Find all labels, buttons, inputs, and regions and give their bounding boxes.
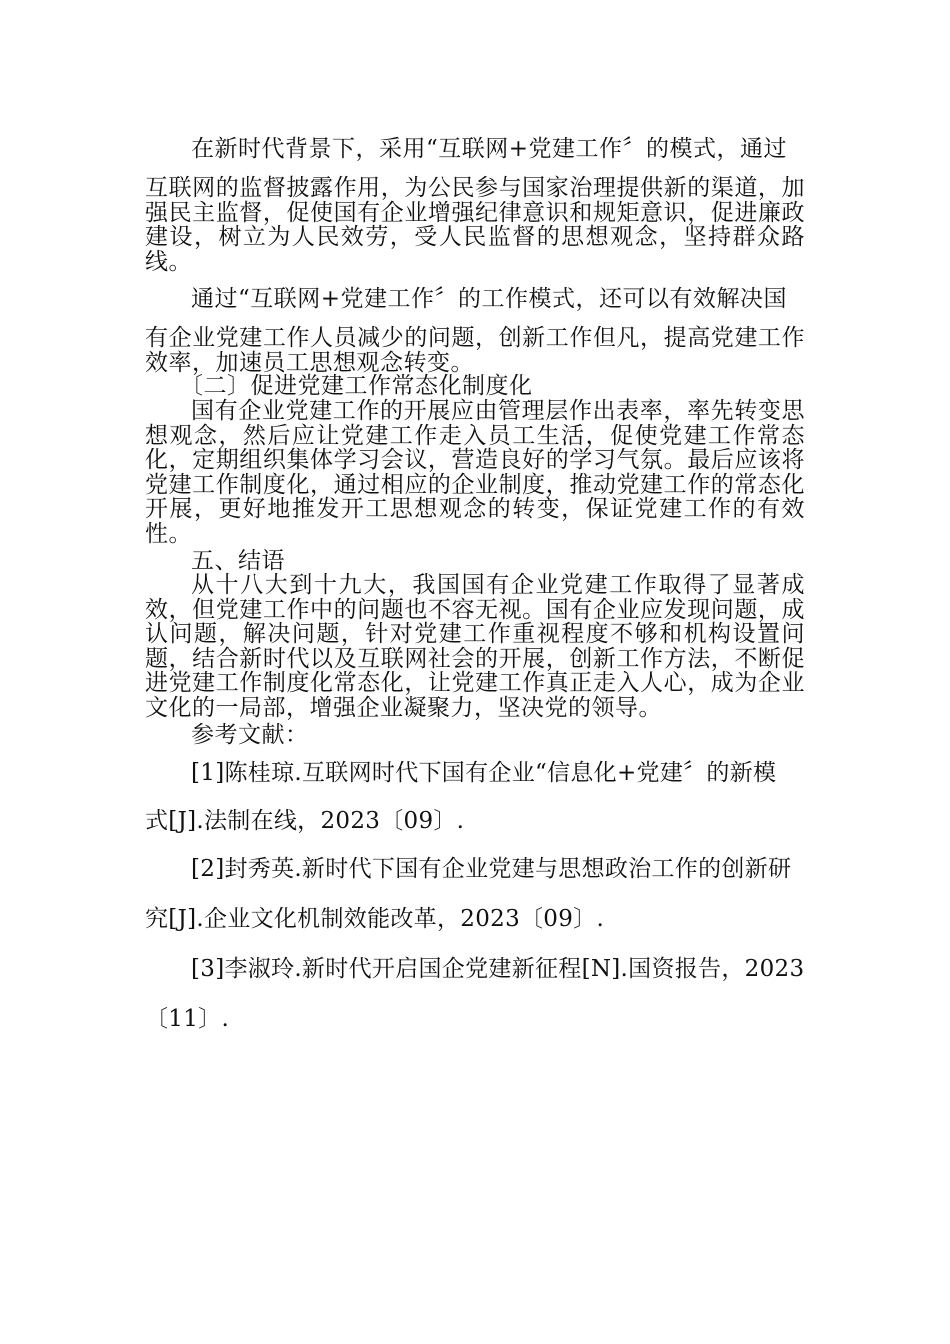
reference-3-line-2: 〔11〕. <box>145 1006 230 1032</box>
reference-3-line-1: [3]李淑玲.新时代开启国企党建新征程[N].国资报告，2023 <box>191 956 805 982</box>
paragraph-1-body: 互联网的监督披露作用，为公民参与国家治理提供新的渠道，加强民主监督，促使国有企业增强纪律意识和规矩意识，促进廉政建设，树立为人民效劳，受人民监督的思想观念，坚持群众路线。 <box>145 175 805 275</box>
paragraph-2-first-line: 通过“互联网+党建工作〞的工作模式，还可以有效解决国 <box>191 286 788 312</box>
paragraph-4: 从十八大到十九大，我国国有企业党建工作取得了显著成效，但党建工作中的问题也不容无视。国有企业应发现问题，成认问题，解决问题，针对党建工作重视程度不够和机构设置问题，结合新时代以及互联网社会的开展，创新工作方法，不断促进党建工作制度化常态化，让党建工作真正走入人心，成为企业文化的一局部，增强企业凝聚力，坚决党的领导。 <box>145 572 805 721</box>
reference-2-line-2: 究[J].企业文化机制效能改革，2023〔09〕. <box>145 906 605 932</box>
reference-2-line-1: [2]封秀英.新时代下国有企业党建与思想政治工作的创新研 <box>191 856 792 882</box>
subheading: 〔二〕促进党建工作常态化制度化 <box>180 373 533 399</box>
paragraph-1-first-line: 在新时代背景下，采用“互联网+党建工作〞的模式，通过 <box>191 136 788 162</box>
reference-1-line-2: 式[J].法制在线，2023〔09〕. <box>145 808 465 834</box>
section-heading: 五、结语 <box>191 548 285 574</box>
references-heading: 参考文献： <box>191 722 309 748</box>
reference-1-line-1: [1]陈桂琼.互联网时代下国有企业“信息化+党建〞的新模 <box>191 760 777 786</box>
paragraph-3: 国有企业党建工作的开展应由管理层作出表率，率先转变思想观念，然后应让党建工作走入员工生活，促使党建工作常态化，定期组织集体学习会议，营造良好的学习气氛。最后应该将党建工作制度化，通过相应的企业制度，推动党建工作的常态化开展，更好地推发开工思想观念的转变，保证党建工作的有效性。 <box>145 398 805 547</box>
paragraph-2-body: 有企业党建工作人员减少的问题，创新工作但凡，提高党建工作效率，加速员工思想观念转变。 <box>145 325 805 376</box>
